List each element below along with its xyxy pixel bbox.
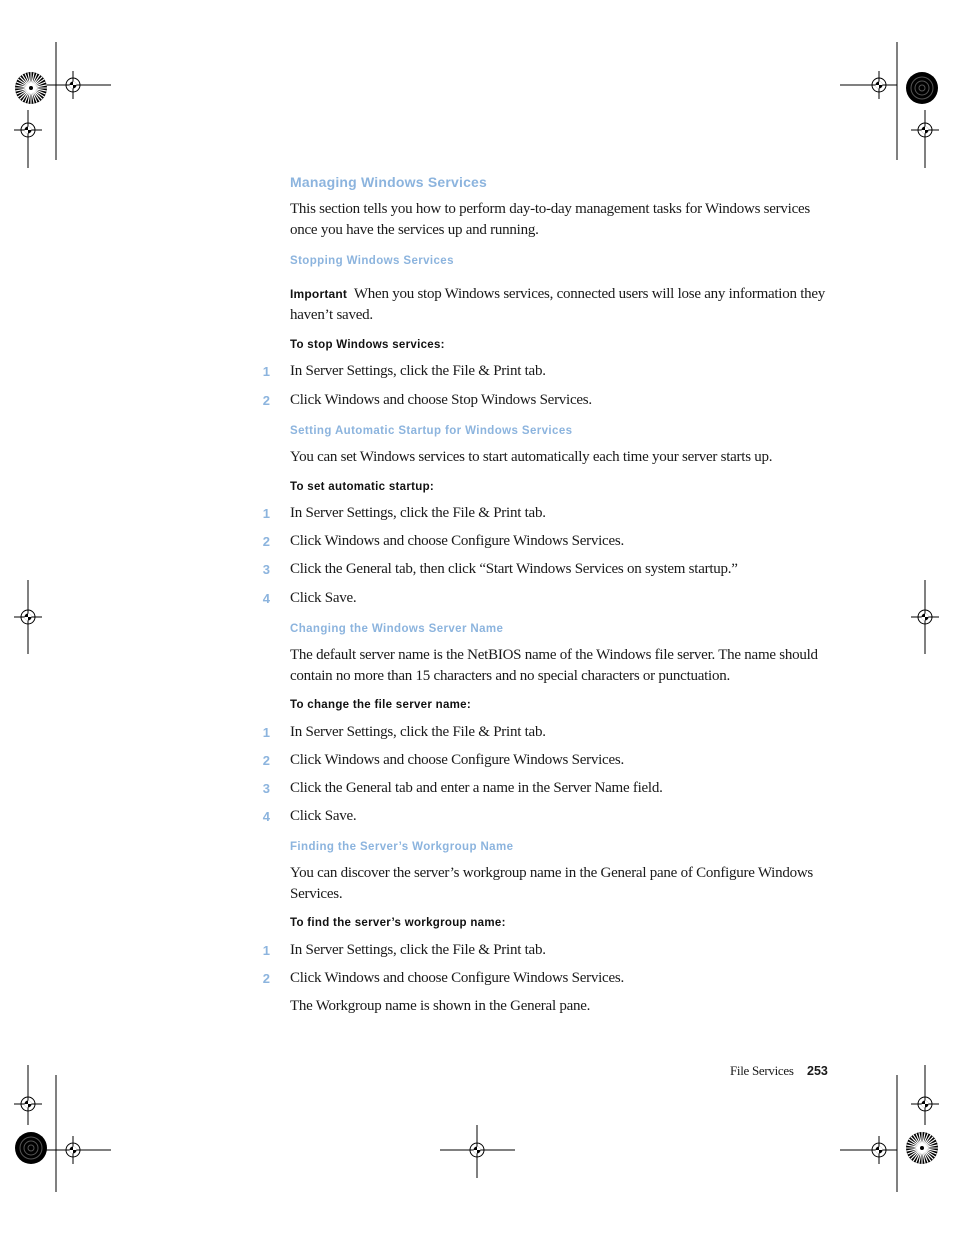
step-number: 4 [262,809,270,824]
step-number: 2 [262,393,270,408]
step-number: 1 [262,725,270,740]
stopping-heading: Stopping Windows Services [290,255,454,267]
starburst-target-icon [15,72,47,104]
server-name-intro: The default server name is the NetBIOS name of the Windows file server. The name should contain no more than 15 characters and no special characters or punctuation. [290,647,818,684]
workgroup-heading: Finding the Server’s Workgroup Name [290,841,514,853]
step-number: 1 [262,943,270,958]
step-number: 2 [262,534,270,549]
server-name-heading: Changing the Windows Server Name [290,623,504,635]
task-heading: To change the file server name: [290,699,472,711]
step-number: 1 [262,364,270,379]
step-text: Click the General tab and enter a name in the Server Name field. [290,780,663,796]
result-text: The Workgroup name is shown in the General pane. [290,998,591,1014]
step-text: Click Windows and choose Configure Windows Services. [290,752,624,768]
step-text: In Server Settings, click the File & Print tab. [290,363,546,379]
step-text: Click Windows and choose Configure Windows Services. [290,533,624,549]
auto-startup-intro: You can set Windows services to start automatically each time your server starts up. [290,449,773,465]
step-number: 4 [262,591,270,606]
registration-crosshair-icon [59,1136,87,1164]
step-text: In Server Settings, click the File & Print tab. [290,505,546,521]
registration-crosshair-icon [911,1090,939,1118]
step-number: 3 [262,562,270,577]
step-text: Click the General tab, then click “Start Windows Services on system startup.” [290,561,738,577]
step-number: 2 [262,971,270,986]
task-heading: To set automatic startup: [290,481,435,493]
important-label: Important [290,287,348,301]
step-number: 2 [262,753,270,768]
starburst-target-icon [906,1132,938,1164]
auto-startup-heading: Setting Automatic Startup for Windows Services [290,425,573,437]
step-text: Click Windows and choose Stop Windows Services. [290,392,592,408]
important-note [290,284,830,325]
registration-crosshair-icon [14,116,42,144]
registration-crosshair-icon [865,1136,893,1164]
task-heading: To stop Windows services: [290,339,445,351]
page-number: 253 [807,1064,828,1078]
section-intro: This section tells you how to perform day-to-day management tasks for Windows services once you have the services up and running. [290,201,810,238]
important-text: When you stop Windows services, connected users will lose any information they haven’t saved. [290,286,826,323]
step-text: Click Windows and choose Configure Windows Services. [290,970,624,986]
starburst-target-icon [906,72,938,104]
step-text: Click Save. [290,808,357,824]
registration-crosshair-icon [865,71,893,99]
step-number: 3 [262,781,270,796]
footer-section-title: File Services [730,1063,794,1078]
step-text: In Server Settings, click the File & Print tab. [290,724,546,740]
registration-crosshair-icon [14,1090,42,1118]
starburst-target-icon [15,1132,47,1164]
step-text: Click Save. [290,590,357,606]
step-text: In Server Settings, click the File & Print tab. [290,942,546,958]
section-title: Managing Windows Services [290,174,488,190]
registration-crosshair-icon [463,1136,491,1164]
registration-crosshair-icon [14,603,42,631]
registration-crosshair-icon [59,71,87,99]
workgroup-intro: You can discover the server’s workgroup name in the General pane of Configure Windows Services. [290,865,814,902]
registration-crosshair-icon [911,603,939,631]
registration-crosshair-icon [911,116,939,144]
task-heading: To find the server’s workgroup name: [290,917,506,929]
step-number: 1 [262,506,270,521]
